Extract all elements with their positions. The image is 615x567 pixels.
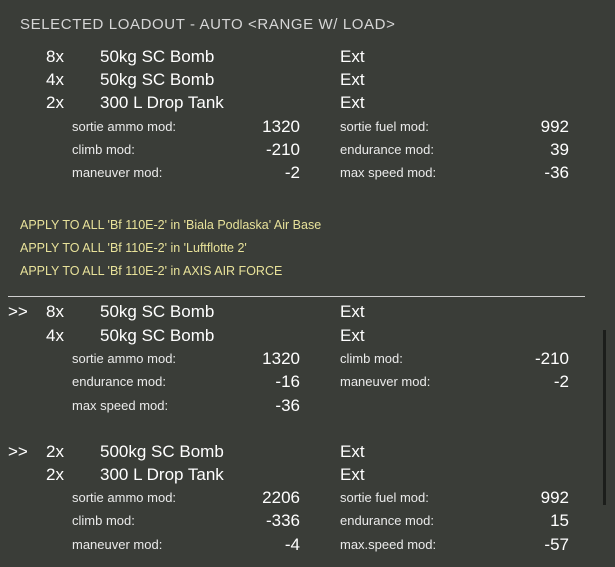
- item-location: Ext: [340, 70, 365, 89]
- mod-label: max speed mod:: [72, 398, 169, 413]
- item-qty: 2x: [46, 465, 64, 484]
- mod-value: -336: [265, 511, 300, 530]
- mod-label: max speed mod:: [340, 165, 437, 180]
- mod-label: endurance mod:: [72, 374, 166, 389]
- item-qty: 4x: [46, 70, 64, 89]
- item-location: Ext: [340, 302, 365, 321]
- section-divider: [8, 296, 585, 297]
- mod-value: -36: [544, 163, 569, 182]
- selected-item-row: [0, 68, 600, 91]
- option-item-row: [0, 463, 600, 486]
- mod-row: [0, 486, 600, 509]
- mod-label: max.speed mod:: [340, 537, 437, 552]
- item-name: 500kg SC Bomb: [100, 442, 224, 461]
- apply-airbase-link[interactable]: APPLY TO ALL 'Bf 110E-2' in 'Biala Podlaska' Air Base: [20, 218, 322, 232]
- loadout-title: SELECTED LOADOUT - AUTO <RANGE W/ LOAD>: [20, 16, 396, 33]
- mod-value: -4: [284, 535, 300, 554]
- item-qty: 8x: [46, 302, 64, 321]
- apply-airforce-link[interactable]: APPLY TO ALL 'Bf 110E-2' in AXIS AIR FORCE: [20, 264, 283, 278]
- mod-label: sortie fuel mod:: [340, 490, 429, 505]
- mod-row: [0, 533, 600, 556]
- item-qty: 2x: [46, 93, 64, 112]
- mod-row: [0, 370, 600, 393]
- mod-value: -2: [553, 372, 569, 391]
- mod-value: -210: [534, 349, 569, 368]
- mod-value: 39: [550, 140, 569, 159]
- mod-value: -36: [275, 396, 300, 415]
- mod-label: endurance mod:: [340, 142, 434, 157]
- mod-value: 2206: [262, 488, 300, 507]
- option-item-row: [0, 300, 600, 323]
- mod-value: -16: [275, 372, 300, 391]
- mod-label: maneuver mod:: [340, 374, 431, 389]
- selected-item-row: [0, 91, 600, 114]
- item-location: Ext: [340, 47, 365, 66]
- option-item-row: [0, 440, 600, 463]
- item-location: Ext: [340, 442, 365, 461]
- mod-label: endurance mod:: [340, 513, 434, 528]
- item-name: 50kg SC Bomb: [100, 70, 215, 89]
- mod-label: climb mod:: [340, 351, 403, 366]
- item-qty: 2x: [46, 442, 64, 461]
- mod-label: maneuver mod:: [72, 165, 163, 180]
- item-name: 50kg SC Bomb: [100, 302, 215, 321]
- option-marker: >>: [8, 302, 28, 321]
- mod-label: sortie ammo mod:: [72, 351, 177, 366]
- mod-value: -57: [544, 535, 569, 554]
- mod-row: [0, 394, 600, 417]
- item-name: 50kg SC Bomb: [100, 47, 215, 66]
- scrollbar[interactable]: [603, 330, 606, 505]
- mod-row: [0, 347, 600, 370]
- mod-label: sortie ammo mod:: [72, 490, 177, 505]
- option-marker: >>: [8, 442, 28, 461]
- mod-label: sortie ammo mod:: [72, 119, 177, 134]
- mod-value: -210: [265, 140, 300, 159]
- mod-row: [0, 138, 600, 161]
- item-location: Ext: [340, 93, 365, 112]
- item-location: Ext: [340, 326, 365, 345]
- mod-row: [0, 161, 600, 184]
- option-item-row: [0, 324, 600, 347]
- mod-row: [0, 509, 600, 532]
- mod-value: -2: [284, 163, 300, 182]
- mod-value: 15: [550, 511, 569, 530]
- item-name: 300 L Drop Tank: [100, 93, 224, 112]
- mod-value: 992: [540, 488, 569, 507]
- item-qty: 4x: [46, 326, 64, 345]
- item-location: Ext: [340, 465, 365, 484]
- mod-label: maneuver mod:: [72, 537, 163, 552]
- item-name: 300 L Drop Tank: [100, 465, 224, 484]
- selected-item-row: [0, 45, 600, 68]
- mod-label: sortie fuel mod:: [340, 119, 429, 134]
- apply-luftflotte-link[interactable]: APPLY TO ALL 'Bf 110E-2' in 'Luftflotte 2': [20, 241, 247, 255]
- mod-value: 992: [540, 117, 569, 136]
- item-name: 50kg SC Bomb: [100, 326, 215, 345]
- mod-value: 1320: [262, 117, 300, 136]
- item-qty: 8x: [46, 47, 64, 66]
- mod-label: climb mod:: [72, 142, 135, 157]
- mod-row: [0, 115, 600, 138]
- mod-label: climb mod:: [72, 513, 135, 528]
- mod-value: 1320: [262, 349, 300, 368]
